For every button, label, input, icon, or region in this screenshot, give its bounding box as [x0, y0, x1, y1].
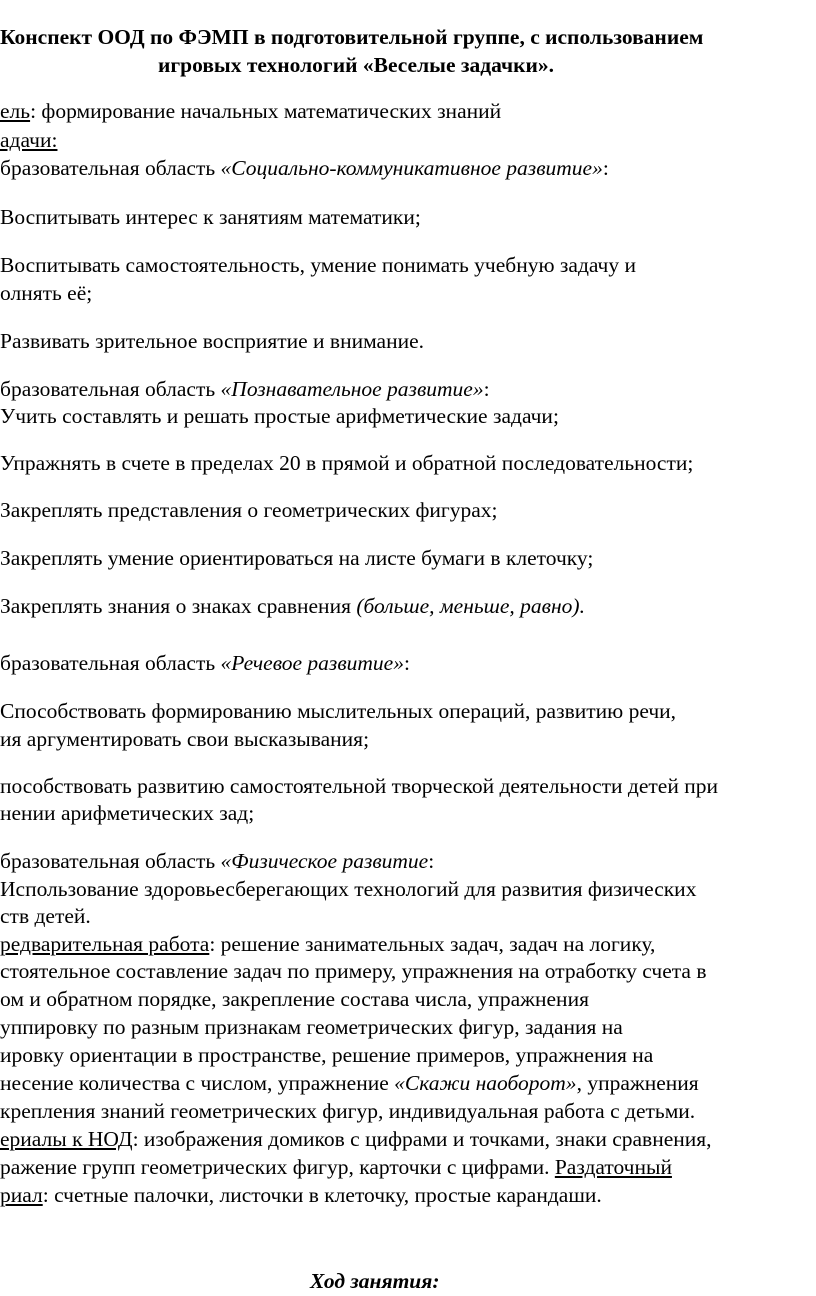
- a2-item-5-text: Закреплять знания о знаках сравнения: [0, 594, 357, 618]
- area1-name: «Социально-коммуникативное развитие»: [220, 156, 603, 180]
- prep-text-1: : решение занимательных задач, задач на логику,: [209, 932, 656, 956]
- area1-colon: :: [602, 156, 609, 180]
- prep-label: редварительная работа: [0, 932, 210, 956]
- prep-text-6b: , упражнения: [576, 1071, 699, 1095]
- handout-label: Раздаточный: [554, 1155, 672, 1179]
- area2-colon: :: [483, 377, 490, 401]
- prep-text-6i: «Скажи наоборот»: [394, 1071, 577, 1095]
- prep-line-2: стоятельное составление задач по примеру, упражнения на отработку счета в: [0, 959, 707, 983]
- area2-prefix: бразовательная область: [0, 377, 221, 401]
- a3-item-1b: ия аргументировать свои высказывания;: [0, 727, 370, 751]
- area3-prefix: бразовательная область: [0, 651, 221, 675]
- a3-item-2b: нении арифметических зад;: [0, 801, 255, 825]
- a3-item-1a: Способствовать формированию мыслительных операций, развитию речи,: [0, 699, 677, 723]
- a1-item-2a: Воспитывать самостоятельность, умение понимать учебную задачу и: [0, 253, 637, 277]
- prep-line-4: уппировку по разным признакам геометрических фигур, задания на: [0, 1015, 623, 1039]
- materials-line-3: [0, 1182, 602, 1208]
- a2-item-1: Учить составлять и решать простые арифметические задачи;: [0, 404, 559, 428]
- title-line-1: Конспект ООД по ФЭМП в подготовительной группе, с использованием: [0, 25, 704, 49]
- area3-colon: :: [403, 651, 410, 675]
- area4-colon: :: [428, 849, 435, 873]
- a4-item-1b: ств детей.: [0, 904, 91, 928]
- materials-text-2a: ражение групп геометрических фигур, карточки с цифрами.: [0, 1155, 555, 1179]
- a3-item-2a: пособствовать развитию самостоятельной творческой деятельности детей при: [0, 774, 718, 798]
- materials-label: ериалы к НОД: [0, 1127, 133, 1151]
- a2-item-5: [0, 593, 585, 619]
- materials-line-2: [0, 1154, 672, 1180]
- area2-heading: [0, 376, 490, 402]
- title-line-2: игровых технологий «Веселые задачки».: [158, 53, 555, 77]
- a2-item-3: Закреплять представления о геометрических фигурах;: [0, 498, 498, 522]
- course-heading: Ход занятия:: [310, 1269, 440, 1293]
- area3-name: «Речевое развитие»: [220, 651, 404, 675]
- goal-text: : формирование начальных математических знаний: [30, 99, 502, 123]
- prep-line-6: [0, 1070, 699, 1096]
- a1-item-3: Развивать зрительное восприятие и внимание.: [0, 329, 425, 353]
- materials-text-1: : изображения домиков с цифрами и точками, знаки сравнения,: [132, 1127, 712, 1151]
- area3-heading: [0, 650, 410, 676]
- area4-name: «Физическое развитие: [220, 849, 429, 873]
- a1-item-2b: олнять её;: [0, 281, 93, 305]
- handout-label-end: риал: [0, 1183, 43, 1207]
- prep-line-3: ом и обратном порядке, закрепление состава числа, упражнения: [0, 987, 589, 1011]
- materials-line-1: [0, 1126, 712, 1152]
- prep-line-1: [0, 931, 655, 957]
- prep-line-5: ировку ориентации в пространстве, решение примеров, упражнения на: [0, 1043, 654, 1067]
- prep-text-6a: несение количества с числом, упражнение: [0, 1071, 395, 1095]
- a2-item-5-italic: (больше, меньше, равно).: [356, 594, 585, 618]
- area4-heading: [0, 848, 434, 874]
- a1-item-1: Воспитывать интерес к занятиям математики;: [0, 205, 421, 229]
- a4-item-1a: Использование здоровьесберегающих технологий для развития физических: [0, 877, 697, 901]
- goal-label: ель: [0, 99, 31, 123]
- a2-item-4: Закреплять умение ориентироваться на листе бумаги в клеточку;: [0, 546, 594, 570]
- tasks-label: адачи:: [0, 128, 58, 152]
- area1-heading: [0, 155, 609, 181]
- area4-prefix: бразовательная область: [0, 849, 221, 873]
- area1-prefix: бразовательная область: [0, 156, 221, 180]
- a2-item-2: Упражнять в счете в пределах 20 в прямой и обратной последовательности;: [0, 451, 694, 475]
- prep-line-7: крепления знаний геометрических фигур, индивидуальная работа с детьми.: [0, 1099, 696, 1123]
- goal-line: [0, 98, 501, 124]
- materials-text-3: : счетные палочки, листочки в клеточку, простые карандаши.: [42, 1183, 602, 1207]
- area2-name: «Познавательное развитие»: [220, 377, 484, 401]
